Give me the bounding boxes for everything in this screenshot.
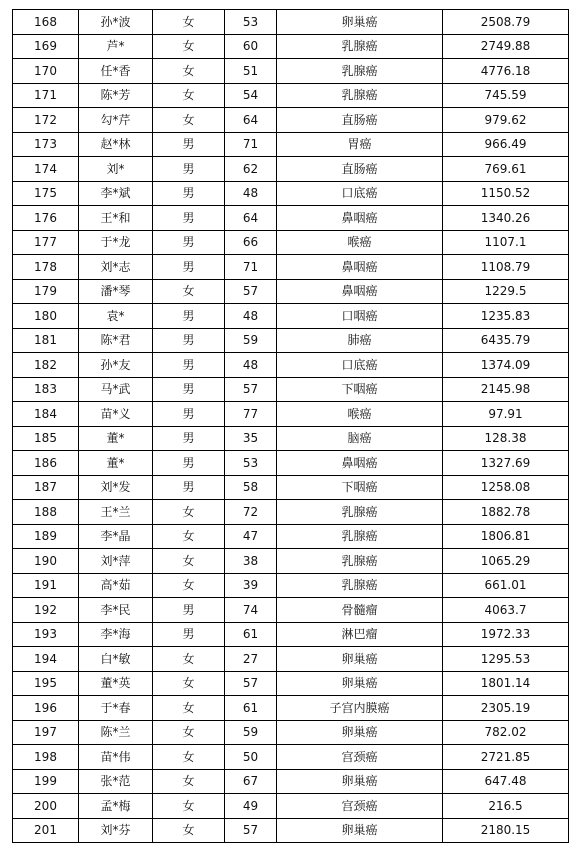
patient-name-cell: 陈*兰: [79, 720, 153, 745]
patient-name-cell: 赵*林: [79, 132, 153, 157]
sex-cell: 女: [153, 671, 225, 696]
sex-cell: 男: [153, 206, 225, 231]
patient-name-cell: 王*兰: [79, 500, 153, 525]
amount-cell: 979.62: [443, 108, 569, 133]
amount-cell: 6435.79: [443, 328, 569, 353]
diagnosis-cell: 骨髓瘤: [277, 598, 443, 623]
diagnosis-cell: 鼻咽癌: [277, 255, 443, 280]
sex-cell: 男: [153, 402, 225, 427]
patient-name-cell: 陈*君: [79, 328, 153, 353]
amount-cell: 1295.53: [443, 647, 569, 672]
table-row: [13, 108, 569, 133]
patient-name-cell: 孙*波: [79, 10, 153, 35]
row-number-cell: 192: [13, 598, 79, 623]
row-number-cell: 169: [13, 34, 79, 59]
patient-name-cell: 高*茹: [79, 573, 153, 598]
diagnosis-cell: 卵巢癌: [277, 671, 443, 696]
amount-cell: 647.48: [443, 769, 569, 794]
amount-cell: 1229.5: [443, 279, 569, 304]
table-row: [13, 132, 569, 157]
row-number-cell: 193: [13, 622, 79, 647]
diagnosis-cell: 口底癌: [277, 181, 443, 206]
amount-cell: 2749.88: [443, 34, 569, 59]
sex-cell: 男: [153, 132, 225, 157]
age-cell: 48: [225, 304, 277, 329]
diagnosis-cell: 卵巢癌: [277, 10, 443, 35]
age-cell: 47: [225, 524, 277, 549]
row-number-cell: 173: [13, 132, 79, 157]
diagnosis-cell: 下咽癌: [277, 377, 443, 402]
age-cell: 50: [225, 745, 277, 770]
diagnosis-cell: 卵巢癌: [277, 720, 443, 745]
diagnosis-cell: 直肠癌: [277, 157, 443, 182]
amount-cell: 2305.19: [443, 696, 569, 721]
row-number-cell: 178: [13, 255, 79, 280]
sex-cell: 女: [153, 34, 225, 59]
sex-cell: 女: [153, 647, 225, 672]
diagnosis-cell: 直肠癌: [277, 108, 443, 133]
diagnosis-cell: 乳腺癌: [277, 34, 443, 59]
diagnosis-cell: 鼻咽癌: [277, 279, 443, 304]
diagnosis-cell: 脑癌: [277, 426, 443, 451]
sex-cell: 男: [153, 377, 225, 402]
row-number-cell: 194: [13, 647, 79, 672]
table-row: [13, 524, 569, 549]
age-cell: 59: [225, 720, 277, 745]
row-number-cell: 186: [13, 451, 79, 476]
row-number-cell: 177: [13, 230, 79, 255]
age-cell: 62: [225, 157, 277, 182]
row-number-cell: 196: [13, 696, 79, 721]
age-cell: 71: [225, 255, 277, 280]
amount-cell: 1327.69: [443, 451, 569, 476]
row-number-cell: 181: [13, 328, 79, 353]
age-cell: 64: [225, 206, 277, 231]
patient-name-cell: 孙*友: [79, 353, 153, 378]
diagnosis-cell: 喉癌: [277, 402, 443, 427]
amount-cell: 1374.09: [443, 353, 569, 378]
table-row: [13, 402, 569, 427]
amount-cell: 97.91: [443, 402, 569, 427]
sex-cell: 女: [153, 524, 225, 549]
age-cell: 49: [225, 794, 277, 819]
diagnosis-cell: 乳腺癌: [277, 573, 443, 598]
amount-cell: 1801.14: [443, 671, 569, 696]
table-row: [13, 10, 569, 35]
diagnosis-cell: 宫颈癌: [277, 745, 443, 770]
diagnosis-cell: 乳腺癌: [277, 500, 443, 525]
sex-cell: 女: [153, 279, 225, 304]
diagnosis-cell: 鼻咽癌: [277, 451, 443, 476]
diagnosis-cell: 乳腺癌: [277, 549, 443, 574]
table-row: [13, 451, 569, 476]
age-cell: 64: [225, 108, 277, 133]
row-number-cell: 168: [13, 10, 79, 35]
table-row: [13, 671, 569, 696]
age-cell: 51: [225, 59, 277, 84]
sex-cell: 女: [153, 745, 225, 770]
age-cell: 60: [225, 34, 277, 59]
diagnosis-cell: 口底癌: [277, 353, 443, 378]
amount-cell: 1235.83: [443, 304, 569, 329]
table-row: [13, 426, 569, 451]
patient-name-cell: 潘*琴: [79, 279, 153, 304]
table-row: [13, 720, 569, 745]
diagnosis-cell: 乳腺癌: [277, 83, 443, 108]
patient-name-cell: 任*香: [79, 59, 153, 84]
diagnosis-cell: 卵巢癌: [277, 769, 443, 794]
age-cell: 58: [225, 475, 277, 500]
patient-name-cell: 勾*芹: [79, 108, 153, 133]
patient-name-cell: 苗*义: [79, 402, 153, 427]
patient-name-cell: 李*海: [79, 622, 153, 647]
amount-cell: 1806.81: [443, 524, 569, 549]
age-cell: 74: [225, 598, 277, 623]
row-number-cell: 187: [13, 475, 79, 500]
age-cell: 48: [225, 353, 277, 378]
row-number-cell: 200: [13, 794, 79, 819]
diagnosis-cell: 卵巢癌: [277, 647, 443, 672]
amount-cell: 1065.29: [443, 549, 569, 574]
table-row: [13, 230, 569, 255]
row-number-cell: 191: [13, 573, 79, 598]
row-number-cell: 175: [13, 181, 79, 206]
sex-cell: 女: [153, 108, 225, 133]
row-number-cell: 176: [13, 206, 79, 231]
patient-name-cell: 于*春: [79, 696, 153, 721]
patient-name-cell: 孟*梅: [79, 794, 153, 819]
amount-cell: 2145.98: [443, 377, 569, 402]
patient-name-cell: 刘*: [79, 157, 153, 182]
sex-cell: 男: [153, 304, 225, 329]
patient-name-cell: 李*斌: [79, 181, 153, 206]
row-number-cell: 180: [13, 304, 79, 329]
patient-name-cell: 芦*: [79, 34, 153, 59]
sex-cell: 男: [153, 475, 225, 500]
table-row: [13, 500, 569, 525]
table-row: [13, 279, 569, 304]
table-row: [13, 157, 569, 182]
age-cell: 53: [225, 10, 277, 35]
patient-name-cell: 李*民: [79, 598, 153, 623]
age-cell: 53: [225, 451, 277, 476]
amount-cell: 1258.08: [443, 475, 569, 500]
table-row: [13, 83, 569, 108]
sex-cell: 女: [153, 59, 225, 84]
age-cell: 39: [225, 573, 277, 598]
table-row: [13, 598, 569, 623]
diagnosis-cell: 乳腺癌: [277, 524, 443, 549]
sex-cell: 女: [153, 10, 225, 35]
sex-cell: 女: [153, 769, 225, 794]
patient-name-cell: 苗*伟: [79, 745, 153, 770]
age-cell: 61: [225, 622, 277, 647]
age-cell: 57: [225, 279, 277, 304]
amount-cell: 2721.85: [443, 745, 569, 770]
age-cell: 38: [225, 549, 277, 574]
sex-cell: 男: [153, 181, 225, 206]
sex-cell: 男: [153, 230, 225, 255]
table-row: [13, 622, 569, 647]
table-row: [13, 304, 569, 329]
diagnosis-cell: 鼻咽癌: [277, 206, 443, 231]
diagnosis-cell: 喉癌: [277, 230, 443, 255]
table-row: [13, 59, 569, 84]
row-number-cell: 174: [13, 157, 79, 182]
sex-cell: 男: [153, 353, 225, 378]
row-number-cell: 190: [13, 549, 79, 574]
table-row: [13, 377, 569, 402]
patient-name-cell: 李*晶: [79, 524, 153, 549]
table-row: [13, 475, 569, 500]
age-cell: 66: [225, 230, 277, 255]
table-row: [13, 573, 569, 598]
row-number-cell: 198: [13, 745, 79, 770]
table-row: [13, 328, 569, 353]
sex-cell: 男: [153, 255, 225, 280]
patient-name-cell: 刘*发: [79, 475, 153, 500]
patient-name-cell: 董*: [79, 451, 153, 476]
amount-cell: 2508.79: [443, 10, 569, 35]
row-number-cell: 172: [13, 108, 79, 133]
row-number-cell: 185: [13, 426, 79, 451]
patient-name-cell: 董*: [79, 426, 153, 451]
diagnosis-cell: 子宫内膜癌: [277, 696, 443, 721]
table-row: [13, 353, 569, 378]
records-table: [12, 9, 569, 843]
sex-cell: 女: [153, 573, 225, 598]
age-cell: 57: [225, 818, 277, 843]
amount-cell: 216.5: [443, 794, 569, 819]
age-cell: 59: [225, 328, 277, 353]
patient-name-cell: 于*龙: [79, 230, 153, 255]
diagnosis-cell: 胃癌: [277, 132, 443, 157]
table-row: [13, 745, 569, 770]
age-cell: 67: [225, 769, 277, 794]
diagnosis-cell: 宫颈癌: [277, 794, 443, 819]
sex-cell: 女: [153, 720, 225, 745]
patient-name-cell: 陈*芳: [79, 83, 153, 108]
sex-cell: 女: [153, 794, 225, 819]
age-cell: 57: [225, 671, 277, 696]
amount-cell: 2180.15: [443, 818, 569, 843]
age-cell: 71: [225, 132, 277, 157]
row-number-cell: 184: [13, 402, 79, 427]
amount-cell: 4776.18: [443, 59, 569, 84]
table-row: [13, 794, 569, 819]
patient-name-cell: 马*武: [79, 377, 153, 402]
patient-name-cell: 董*英: [79, 671, 153, 696]
row-number-cell: 199: [13, 769, 79, 794]
patient-name-cell: 白*敏: [79, 647, 153, 672]
amount-cell: 966.49: [443, 132, 569, 157]
table-row: [13, 647, 569, 672]
diagnosis-cell: 淋巴瘤: [277, 622, 443, 647]
amount-cell: 661.01: [443, 573, 569, 598]
row-number-cell: 188: [13, 500, 79, 525]
sex-cell: 男: [153, 426, 225, 451]
age-cell: 77: [225, 402, 277, 427]
table-row: [13, 696, 569, 721]
table-row: [13, 769, 569, 794]
patient-name-cell: 刘*芬: [79, 818, 153, 843]
diagnosis-cell: 卵巢癌: [277, 818, 443, 843]
table-row: [13, 255, 569, 280]
age-cell: 48: [225, 181, 277, 206]
table-row: [13, 549, 569, 574]
table-row: [13, 181, 569, 206]
amount-cell: 1107.1: [443, 230, 569, 255]
sex-cell: 女: [153, 818, 225, 843]
diagnosis-cell: 肺癌: [277, 328, 443, 353]
amount-cell: 4063.7: [443, 598, 569, 623]
patient-name-cell: 张*范: [79, 769, 153, 794]
patient-name-cell: 王*和: [79, 206, 153, 231]
row-number-cell: 197: [13, 720, 79, 745]
diagnosis-cell: 乳腺癌: [277, 59, 443, 84]
age-cell: 61: [225, 696, 277, 721]
table-row: [13, 818, 569, 843]
age-cell: 35: [225, 426, 277, 451]
sex-cell: 男: [153, 598, 225, 623]
sex-cell: 男: [153, 328, 225, 353]
row-number-cell: 171: [13, 83, 79, 108]
row-number-cell: 179: [13, 279, 79, 304]
age-cell: 54: [225, 83, 277, 108]
amount-cell: 128.38: [443, 426, 569, 451]
amount-cell: 1108.79: [443, 255, 569, 280]
sex-cell: 女: [153, 549, 225, 574]
sex-cell: 男: [153, 157, 225, 182]
amount-cell: 782.02: [443, 720, 569, 745]
patient-name-cell: 袁*: [79, 304, 153, 329]
sex-cell: 女: [153, 500, 225, 525]
amount-cell: 769.61: [443, 157, 569, 182]
row-number-cell: 183: [13, 377, 79, 402]
diagnosis-cell: 下咽癌: [277, 475, 443, 500]
row-number-cell: 189: [13, 524, 79, 549]
row-number-cell: 201: [13, 818, 79, 843]
amount-cell: 745.59: [443, 83, 569, 108]
sex-cell: 男: [153, 451, 225, 476]
amount-cell: 1882.78: [443, 500, 569, 525]
diagnosis-cell: 口咽癌: [277, 304, 443, 329]
age-cell: 72: [225, 500, 277, 525]
sex-cell: 女: [153, 696, 225, 721]
amount-cell: 1150.52: [443, 181, 569, 206]
records-table-body: [13, 10, 569, 843]
age-cell: 57: [225, 377, 277, 402]
sex-cell: 男: [153, 622, 225, 647]
row-number-cell: 182: [13, 353, 79, 378]
table-row: [13, 206, 569, 231]
amount-cell: 1340.26: [443, 206, 569, 231]
patient-name-cell: 刘*志: [79, 255, 153, 280]
row-number-cell: 170: [13, 59, 79, 84]
amount-cell: 1972.33: [443, 622, 569, 647]
age-cell: 27: [225, 647, 277, 672]
row-number-cell: 195: [13, 671, 79, 696]
sex-cell: 女: [153, 83, 225, 108]
patient-name-cell: 刘*萍: [79, 549, 153, 574]
table-row: [13, 34, 569, 59]
